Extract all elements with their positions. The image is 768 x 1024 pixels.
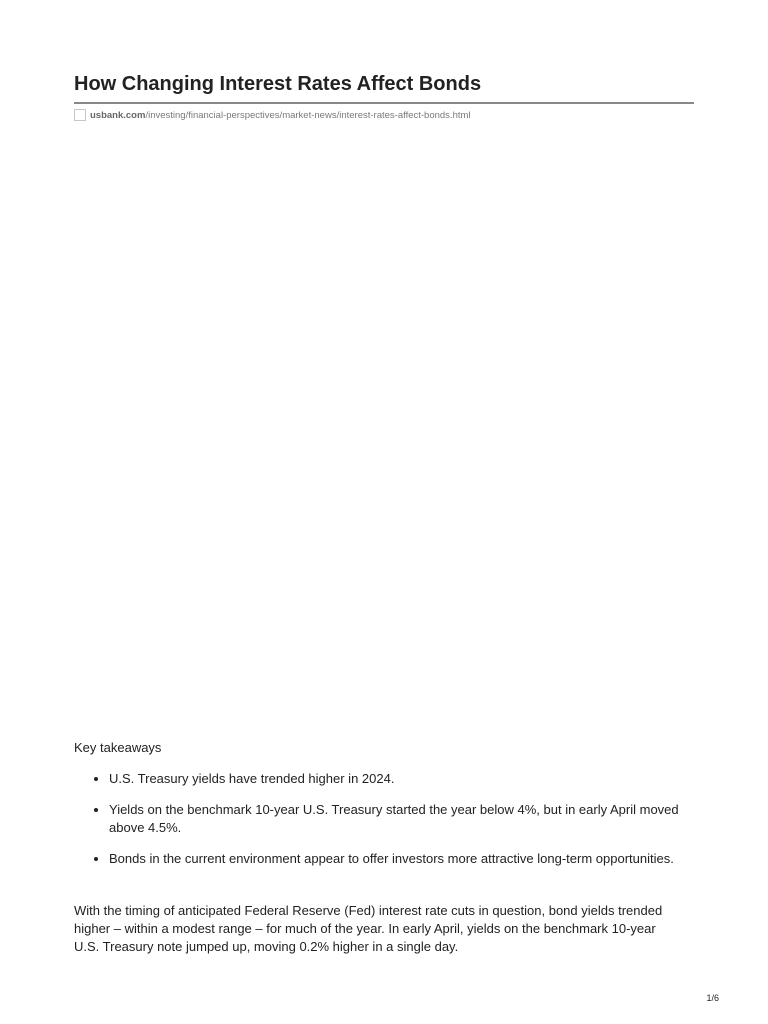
source-domain[interactable]: usbank.com <box>90 109 146 121</box>
key-takeaways-heading: Key takeaways <box>74 740 162 755</box>
page-favicon-icon <box>74 109 86 121</box>
source-path[interactable]: /investing/financial-perspectives/market-news/interest-rates-affect-bonds.html <box>145 109 471 121</box>
bullet-icon <box>94 777 98 781</box>
list-item-text: Bonds in the current environment appear to offer investors more attractive long-term opportunities. <box>109 851 674 866</box>
list-item-text: U.S. Treasury yields have trended higher in 2024. <box>109 771 395 786</box>
list-item <box>74 850 694 868</box>
list-item <box>74 801 694 837</box>
page-title: How Changing Interest Rates Affect Bonds <box>74 73 482 95</box>
source-url[interactable] <box>74 108 471 122</box>
title-divider <box>74 102 694 104</box>
page-number: 1/6 <box>706 993 719 1003</box>
key-takeaways-list <box>74 770 694 881</box>
blank-image-area <box>74 128 694 728</box>
bullet-icon <box>94 808 98 812</box>
list-item <box>74 770 694 788</box>
body-paragraph: With the timing of anticipated Federal Reserve (Fed) interest rate cuts in question, bond yields trended higher – within a modest range – for much of the year. In early April, yields on the benchmark 10-year U.S. Treasury note jumped up, moving 0.2% higher in a single day. <box>74 903 663 954</box>
bullet-icon <box>94 857 98 861</box>
list-item-text: Yields on the benchmark 10-year U.S. Treasury started the year below 4%, but in early April moved above 4.5%. <box>109 802 679 835</box>
